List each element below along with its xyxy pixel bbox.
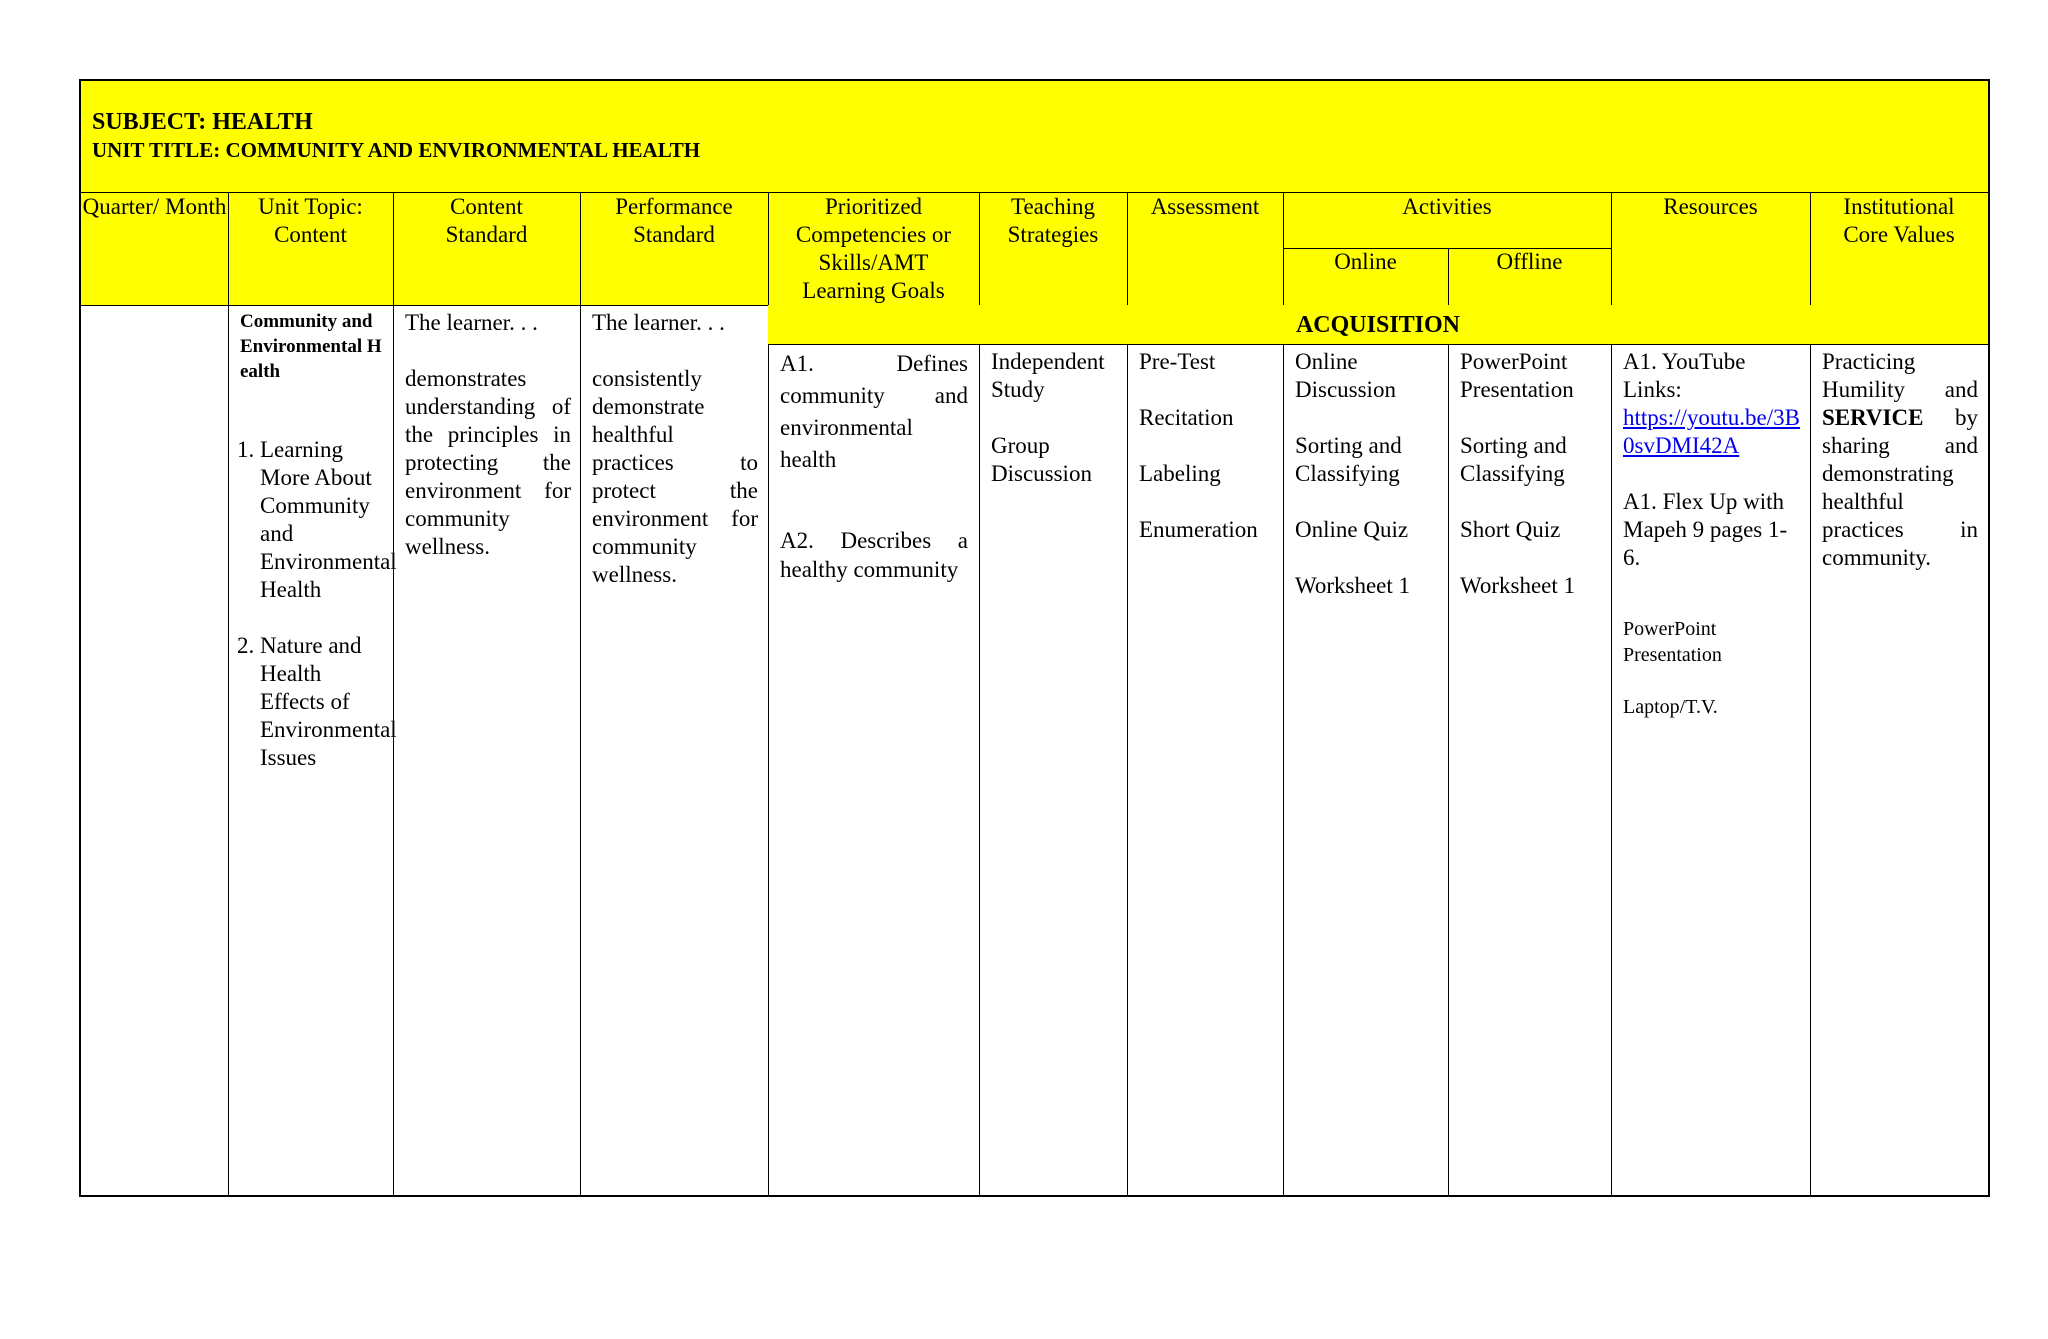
header-resources: Resources [1663,194,1758,219]
unit-topic-title: Community and Environmental Health [240,311,382,382]
topic-item: 2. Nature and Health Effects of Environmental Issues [260,632,385,772]
offline-activity: Worksheet 1 [1460,573,1576,598]
unit-topics-list [240,436,397,800]
header-activities: Activities [1402,194,1492,219]
resource-book: A1. Flex Up with Mapeh 9 pages 1-6. [1623,489,1788,570]
lesson-plan-table [79,79,1990,1197]
resource-youtube-label: A1. YouTube Links: [1623,349,1746,402]
assessment-item: Enumeration [1139,517,1258,542]
core-values-emphasis: SERVICE [1822,405,1924,430]
header-unit-topic: Unit Topic: Content [258,194,363,247]
online-activity: Sorting and Classifying [1295,433,1402,486]
online-activity: Online Discussion [1295,349,1396,402]
assessment-item: Pre-Test [1139,349,1216,374]
strategy-item: Independent Study [991,349,1105,402]
header-assessment: Assessment [1150,194,1260,219]
offline-activity: PowerPoint Presentation [1460,349,1574,402]
assessment-item: Labeling [1139,461,1221,486]
topic-item: 1. Learning More About Community and Environmental Health [260,436,385,604]
header-performance-standard: Performance Standard [615,194,733,247]
header-offline: Offline [1496,249,1563,274]
header-content-standard: Content Standard [445,194,528,247]
performance-standard-lead: The learner. . . [592,310,725,335]
header-quarter: Quarter/ Month [82,194,227,219]
core-values-before: Practicing Humility and [1822,349,1978,402]
content-standard-body: demonstrates understanding of the principles in protecting the environment for community wellness. [405,366,571,559]
resource-ppt: PowerPoint Presentation [1623,618,1722,666]
subject-title: SUBJECT: HEALTH [92,109,313,135]
core-values-text [1822,348,1978,572]
performance-standard-body: consistently demonstrate healthful practices to protect the environment for community wellness. [592,366,758,587]
content-standard-lead: The learner. . . [405,310,538,335]
strategy-item: Group Discussion [991,433,1092,486]
acquisition-band: ACQUISITION [768,305,1988,345]
competency-a1: A1. Defines community and environmental health [780,351,968,472]
assessment-item: Recitation [1139,405,1234,430]
resource-device: Laptop/T.V. [1623,696,1718,718]
header-competencies: Prioritized Competencies or Skills/AMT Learning Goals [795,194,952,303]
online-activity: Worksheet 1 [1295,573,1411,598]
competency-a2: A2. Describes a healthy community [780,528,968,582]
offline-activity: Sorting and Classifying [1460,433,1567,486]
online-activity: Online Quiz [1295,517,1409,542]
title-band [81,81,1988,193]
header-teaching-strategies: Teaching Strategies [1007,194,1099,247]
offline-activity: Short Quiz [1460,517,1561,542]
unit-title: UNIT TITLE: COMMUNITY AND ENVIRONMENTAL HEALTH [92,138,701,162]
header-online: Online [1334,249,1397,274]
core-values-after: by sharing and demonstrating healthful practices in community. [1822,405,1978,570]
header-core-values: Institutional Core Values [1843,194,1955,247]
youtube-link[interactable]: https://youtu.be/3B0svDMI42A [1623,405,1800,458]
